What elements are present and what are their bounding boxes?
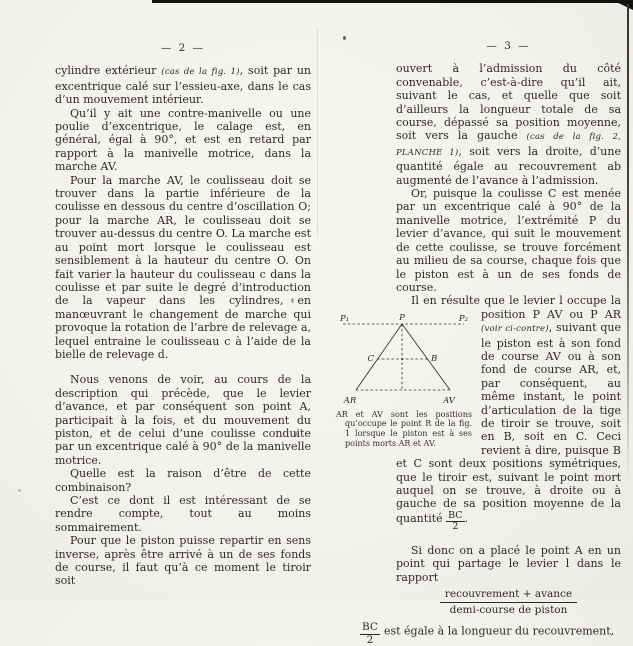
figure-label-p: P [399, 312, 405, 323]
figure-caption: AR et AV sont les positions qu’occupe le point R de la fig. 1 lorsque le piston est à ses points morts AR et AV. [336, 409, 472, 448]
right-page [336, 40, 621, 646]
paragraph-text: , soit par un excentrique calé sur l’essieu-axe, dans le cas d’un mouvement intérieur. [55, 64, 312, 107]
fraction-denominator: 2 [366, 633, 374, 646]
paragraph-with-figure [336, 294, 621, 532]
scan-speck [18, 489, 21, 492]
paragraph-text: est égale à la longueur du recouvrement, [383, 624, 615, 638]
paragraph: Pour la marche AV, le coulisseau doit se trouver dans la partie inférieure de la coulisse en dessous du centre d’oscillation O; pour la marche AR, le coulisseau doit se trouver au-dessus du centre O. La marche est au point mort lorsque le coulisseau est sensiblement à la hauteur du centre O. On fait varier la hauteur du coulisseau c dans la coulisse et par suite le degré d’introduction de la vapeur dans les cylindres, en manœuvrant le changement de marche qui provoque la rotation de l’arbre de relevage a, lequel entraine le coulisseau c à l’aide de la bielle de relevage d. [55, 173, 311, 361]
paragraph-text: . [464, 511, 469, 525]
left-page-number: — 2 — [160, 42, 206, 54]
paragraph-text: cylindre extérieur [55, 64, 162, 78]
paragraph: Si donc on a placé le point A en un point qui partage le levier l dans le rapport [396, 543, 621, 584]
lever-position-figure [336, 311, 472, 448]
paragraph [55, 64, 311, 106]
paragraph: Qu’il y ait une contre-manivelle ou une poulie d’excentrique, le calage est, en général, égal à 90°, et est en retard par rapport à la manivelle motrice, dans la marche AV. [55, 106, 311, 174]
paragraph-text: , suivant que le piston est à son fond de course AV ou à son fond de course AR, et, par conséquent, au même instant, le point d’articulation de la tige de tiroir se trouve, soit en B, soit en C. Ceci revient à dire, puisque B et C sont deux positions symétriques, que le tiroir est, suivant le point mort auquel on se trouve, à droite ou à gauche de sa position moyenne de la quantité [396, 321, 621, 525]
bc-over-2-fraction [446, 511, 464, 532]
figure-label-p2: P₂ [458, 313, 468, 324]
paragraph-with-fraction [360, 622, 621, 646]
triangle-diagram [336, 311, 472, 407]
paragraph: Nous venons de voir, au cours de la description qui précède, que le levier d’avance, et par conséquent son point A, participait à la fois, et du mouvement du piston, et de celui d’une coulisse conduite par un excentrique calé à 90° de la manivelle motrice. [55, 373, 311, 467]
center-point [401, 358, 403, 360]
fraction-numerator: BC [448, 509, 463, 521]
figure-label-ar: AR [343, 395, 357, 406]
bc-over-2-fraction [360, 622, 380, 646]
formula-denominator: demi-course de piston [449, 603, 568, 616]
scan-speck [343, 36, 346, 40]
paragraph: Quelle est la raison d’être de cette combinaison? [55, 467, 311, 494]
figure-reference: (cas de la fig. 2, PLANCHE 1) [396, 132, 621, 158]
figure-label-av: AV [443, 395, 455, 406]
figure-reference: (voir ci-contre) [481, 324, 549, 335]
scan-top-edge-artifact [152, 0, 633, 3]
left-page [55, 42, 311, 588]
paragraph-text: position P AV ou P AR [481, 307, 621, 321]
paragraph-text: ouvert à l’admission du côté convenable, c’est-à-dire qu’il ait, suivant le cas, et quelle que soit d’ailleurs la longueur totale de sa course, dépassé sa position moyenne, soit vers la gauche [396, 62, 621, 143]
figure-label-p1: P₁ [340, 313, 350, 324]
figure-reference: (cas de la fig. 1) [161, 67, 240, 78]
paragraph-text: , soit vers la droite, d’une quantité égale au recouvrement ab augmenté de l’avance à l’admission. [396, 144, 621, 187]
paragraph-text: Il en résulte que le levier l occupe la [411, 294, 621, 308]
figure-label-c: C [367, 353, 374, 364]
paragraph [396, 62, 621, 187]
fraction-numerator: BC [362, 621, 378, 634]
fraction-denominator: 2 [452, 520, 459, 532]
lever-ratio-formula [440, 588, 577, 616]
scan-page-edge-artifact [627, 4, 629, 484]
formula-numerator: recouvrement + avance [440, 588, 577, 603]
right-page-number: — 3 — [486, 40, 531, 52]
page-gutter-shadow [317, 28, 318, 238]
figure-label-b: B [431, 353, 438, 364]
paragraph: C’est ce dont il est intéressant de se rendre compte, tout au moins sommairement. [55, 494, 311, 534]
paragraph: Pour que le piston puisse repartir en sens inverse, après être arrivé à un de ses fonds de course, il faut qu’à ce moment le tiroir soit [55, 534, 311, 588]
paragraph: Or, puisque la coulisse C est menée par un excentrique calé à 90° de la manivelle motrice, l’extrémité P du levier d’avance, qui suit le mouvement de cette coulisse, se trouve forcément au milieu de sa course, chaque fois que le piston est à un de ses fonds de course. [396, 187, 621, 294]
